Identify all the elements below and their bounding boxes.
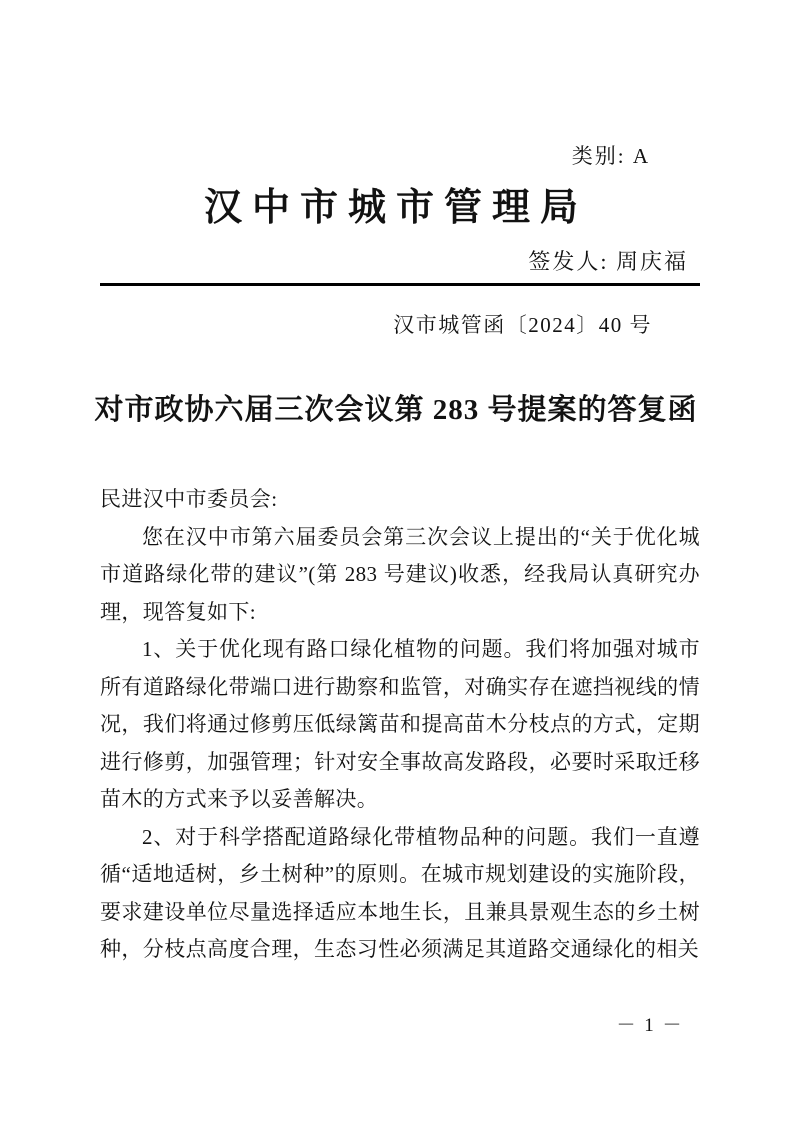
body-paragraph-item-2: 2、对于科学搭配道路绿化带植物品种的问题。我们一直遵循“适地适树，乡土树种”的原则。在城市规划建设的实施阶段，要求建设单位尽量选择适应本地生长，且兼具景观生态的乡土树种，分枝点高度合理，生态习性必须满足其道路交通绿化的相关 — [100, 824, 700, 961]
header-divider — [100, 283, 700, 286]
document-body — [100, 481, 700, 969]
category-label: 类别: A — [571, 144, 650, 168]
document-title: 对市政协六届三次会议第 283 号提案的答复函 — [94, 394, 698, 426]
document-number: 汉市城管函〔2024〕40 号 — [393, 313, 652, 337]
salutation-line: 民进汉中市委员会: — [100, 487, 278, 511]
body-paragraph-intro: 您在汉中市第六届委员会第三次会议上提出的“关于优化城市道路绿化带的建议”(第 283 号建议)收悉，经我局认真研究办理，现答复如下: — [100, 524, 700, 624]
body-paragraph-item-1: 1、关于优化现有路口绿化植物的问题。我们将加强对城市所有道路绿化带端口进行勘察和监管，对确实存在遮挡视线的情况，我们将通过修剪压低绿篱苗和提高苗木分枝点的方式，定期进行修剪，加强管理；针对安全事故高发路段，必要时采取迁移苗木的方式来予以妥善解决。 — [100, 637, 700, 811]
issuing-org-title: 汉中市城市管理局 — [203, 187, 588, 229]
signer-line: 签发人: 周庆福 — [528, 249, 688, 274]
page-number: － 1 － — [616, 1015, 684, 1036]
